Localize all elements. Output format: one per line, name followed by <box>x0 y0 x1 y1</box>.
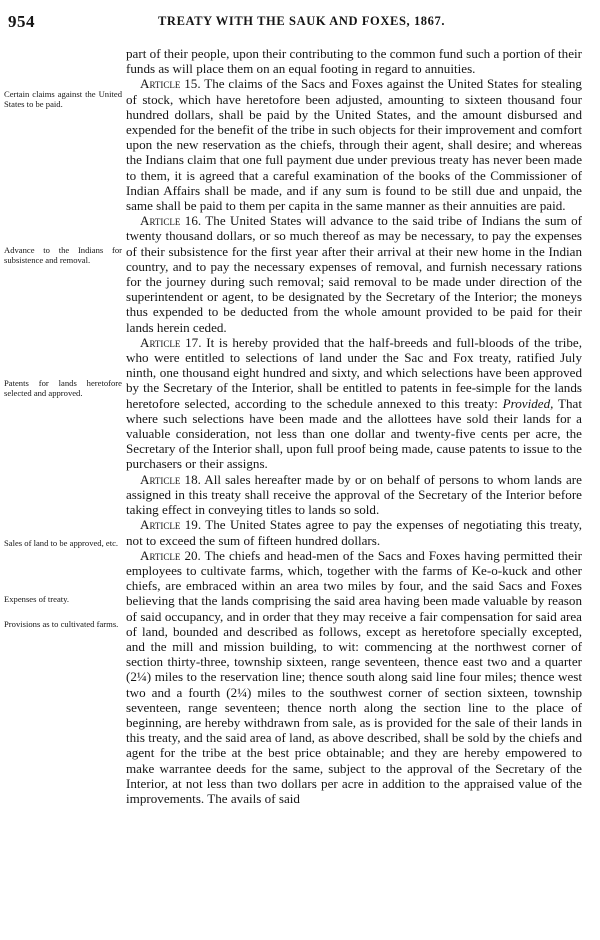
article-17 <box>126 335 582 472</box>
article-18 <box>126 472 582 518</box>
article-15 <box>126 76 582 213</box>
article-16-text: The United States will advance to the said tribe of Indians the sum of twenty thousand dollars, or so much thereof as may be necessary, to pay the expenses of their subsistence for the first year after their arrival at their new home in the Indian country, and to pay the necessary expenses of removal, and furnish necessary rations for the journey during such removal; said removal to be made under direction of the superintendent or agent, to be designated by the Secretary of the Interior; the moneys thus expended to be deducted from the whole amount provided to be paid for their lands herein ceded. <box>126 213 582 335</box>
article-18-text: All sales hereafter made by or on behalf of persons to whom lands are assigned in this treaty shall receive the approval of the Secretary of the Interior before taking effect in conveying titles to lands so sold. <box>126 471 582 518</box>
article-16 <box>126 213 582 335</box>
article-20-label: Article 20. <box>140 547 201 563</box>
margin-note-expenses: Expenses of treaty. <box>4 594 70 604</box>
treaty-text <box>126 46 582 806</box>
margin-note-claims: Certain claims against the United States to be paid. <box>4 89 122 109</box>
margin-note-sales: Sales of land to be approved, etc. <box>4 538 119 548</box>
article-19-label: Article 19. <box>140 517 202 533</box>
article-17-label: Article 17. <box>140 334 202 350</box>
article-15-label: Article 15. <box>140 76 201 92</box>
margin-note-farms: Provisions as to cultivated farms. <box>4 619 119 629</box>
article-17-text-a: It is hereby provided that the half-breeds and full-bloods of the tribe, who were entitled to selections of land under the Sac and Fox treaty, ratified July ninth, one thousand eight hundred and sixty, and which selections have been approved by the Secretary of the Interior, shall be entitled to patents in fee-simple for the lands heretofore selected, according to the schedule annexed to this treaty: <box>126 334 582 411</box>
article-20 <box>126 548 582 806</box>
article-17-text-b: That where such selections have been made and the allottees have sold their lands for a valuable consideration, not less than one dollar and twenty-five cents per acre, the Secretary of the Interior shall, upon full proof being made, cause patents to issue to the purchasers or their assigns. <box>126 395 582 472</box>
article-17-provided: Provided, <box>502 395 554 411</box>
running-head: TREATY WITH THE SAUK AND FOXES, 1867. <box>158 14 446 28</box>
article-15-text: The claims of the Sacs and Foxes against the United States for stealing of stock, which have heretofore been adjusted, amounting to sixteen thousand four hundred dollars, shall be paid by the United States, and the amount disbursed and expended for the benefit of the tribe in such objects for their improvement and comfort upon the new reservation as the chiefs, through their agent, shall desire; and whereas the Indians claim that one full payment due under previous treaty has never been made to them, it is agreed that a careful examination of the books of the Commissioner of Indian Affairs shall be made, and if any sum is found to be still due and unpaid, the same shall be paid to them per capita in the same manner as their annuities are paid. <box>126 76 582 214</box>
page-header <box>8 12 588 30</box>
article-20-text: The chiefs and head-men of the Sacs and Foxes having permitted their employees to cultivate farms, which, together with the farms of Ke-o-kuck and other chiefs, are embraced within an area two miles by four, and the said Sacs and Foxes believing that the lands comprising the said area having been made valuable by reason of said occupancy, and in order that they may receive a fair compensation for said area of land, bounded and described as follows, except as heretofore specially excepted, and the mill and mission building, to wit: commencing at the northwest corner of section thirty-three, township sixteen, range seventeen, thence east two and a quarter (2¼) miles to the reservation line; thence south along said line four miles; thence west two and a fourth (2¼) miles to the southwest corner of section sixteen, township seventeen, range seventeen; thence north along the section line to the place of beginning, are hereby withdrawn from sale, as is provided for the sale of their lands in this treaty, and the said area of land, as above described, shall be sold by the chiefs and agent for the tribe at the best price obtainable; and they are hereby empowered to make warrantee deeds for the same, subject to the approval of the Secretary of the Interior, at not less than two dollars per acre in addition to the appraised value of the improvements. The avails of said <box>126 547 582 806</box>
paragraph-continuation: part of their people, upon their contributing to the common fund such a portion of their funds as will place them on an equal footing in regard to annuities. <box>126 46 582 77</box>
article-19-text: The United States agree to pay the expenses of negotiating this treaty, not to exceed the sum of fifteen hundred dollars. <box>126 517 582 548</box>
article-16-label: Article 16. <box>140 213 202 229</box>
page-number: 954 <box>8 12 35 31</box>
margin-note-advance: Advance to the Indians for subsistence and removal. <box>4 245 122 265</box>
article-19 <box>126 517 582 547</box>
margin-note-patents: Patents for lands heretofore selected and approved. <box>4 378 122 398</box>
article-18-label: Article 18. <box>140 471 201 487</box>
